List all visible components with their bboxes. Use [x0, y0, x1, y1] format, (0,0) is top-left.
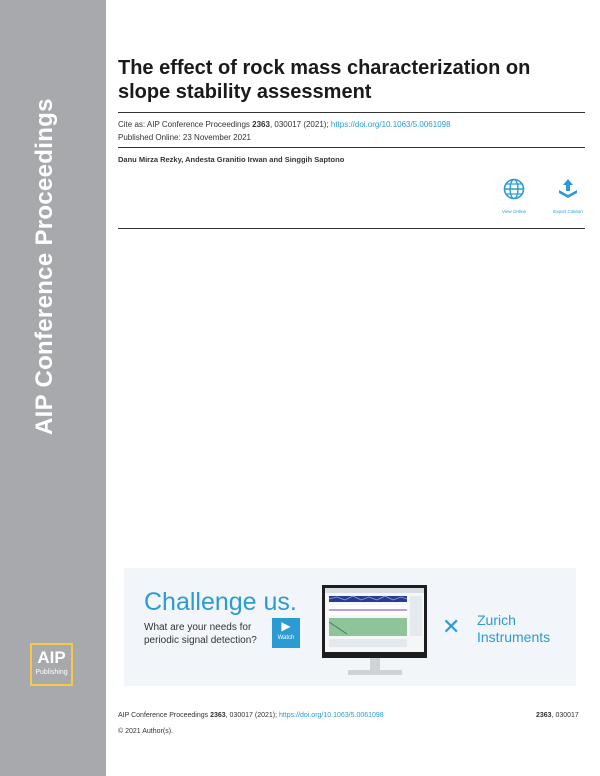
- copyright-notice: © 2021 Author(s).: [118, 728, 173, 735]
- divider: [118, 228, 585, 229]
- zurich-instruments-ad[interactable]: [124, 568, 576, 686]
- footer-cite-mid: , 030017 (2021);: [225, 712, 279, 719]
- play-icon: ▶: [281, 619, 291, 633]
- published-date: Published Online: 23 November 2021: [118, 133, 251, 142]
- ad-headline: Challenge us.: [144, 588, 297, 616]
- cite-volume: 2363: [252, 120, 270, 129]
- journal-sidebar: [0, 0, 106, 776]
- monitor-base: [348, 670, 402, 675]
- logo-subtext: Publishing: [35, 669, 68, 676]
- footer-right-volume: 2363: [536, 712, 552, 719]
- brand-name-line1: Zurich: [477, 612, 516, 628]
- footer-right-number: , 030017: [551, 712, 579, 719]
- doi-link[interactable]: https://doi.org/10.1063/5.0061098: [330, 120, 451, 129]
- monitor-screen: [325, 588, 424, 652]
- view-online-button[interactable]: [484, 178, 544, 214]
- export-citation-button[interactable]: [538, 178, 598, 214]
- monitor-illustration: [322, 585, 427, 658]
- footer-cite-prefix: AIP Conference Proceedings: [118, 712, 211, 719]
- zurich-logo-icon: ✕: [442, 614, 461, 639]
- footer-volume: 2363: [210, 712, 226, 719]
- journal-name: AIP Conference Proceedings: [31, 98, 58, 435]
- globe-icon: [503, 178, 525, 200]
- article-title: The effect of rock mass characterization on slope stability assessment: [118, 57, 531, 103]
- footer-doi-link[interactable]: https://doi.org/10.1063/5.0061098: [279, 712, 384, 719]
- footer-page-ref: [536, 712, 579, 719]
- brand-name-line2: Instruments: [477, 629, 551, 645]
- cite-mid: , 030017 (2021);: [269, 120, 331, 129]
- cite-prefix: Cite as: AIP Conference Proceedings: [118, 120, 253, 129]
- author-list[interactable]: Danu Mirza Rezky, Andesta Granitio Irwan and Singgih Saptono: [118, 155, 345, 164]
- citation-line: [118, 120, 451, 129]
- signal-plot-image: [325, 588, 424, 652]
- export-citation-label: Export Citation: [553, 209, 583, 214]
- watch-label: Watch: [277, 635, 295, 641]
- logo-text: AIP: [37, 648, 66, 667]
- ad-subtitle-line2: periodic signal detection?: [144, 635, 257, 646]
- aip-publishing-logo[interactable]: [30, 643, 73, 686]
- view-online-label: View Online: [502, 209, 526, 214]
- export-icon: [557, 178, 579, 200]
- divider: [118, 147, 585, 148]
- footer-citation: [118, 712, 384, 719]
- ad-subtitle-line1: What are your needs for: [144, 622, 252, 633]
- divider: [118, 112, 585, 113]
- watch-button[interactable]: [272, 618, 300, 648]
